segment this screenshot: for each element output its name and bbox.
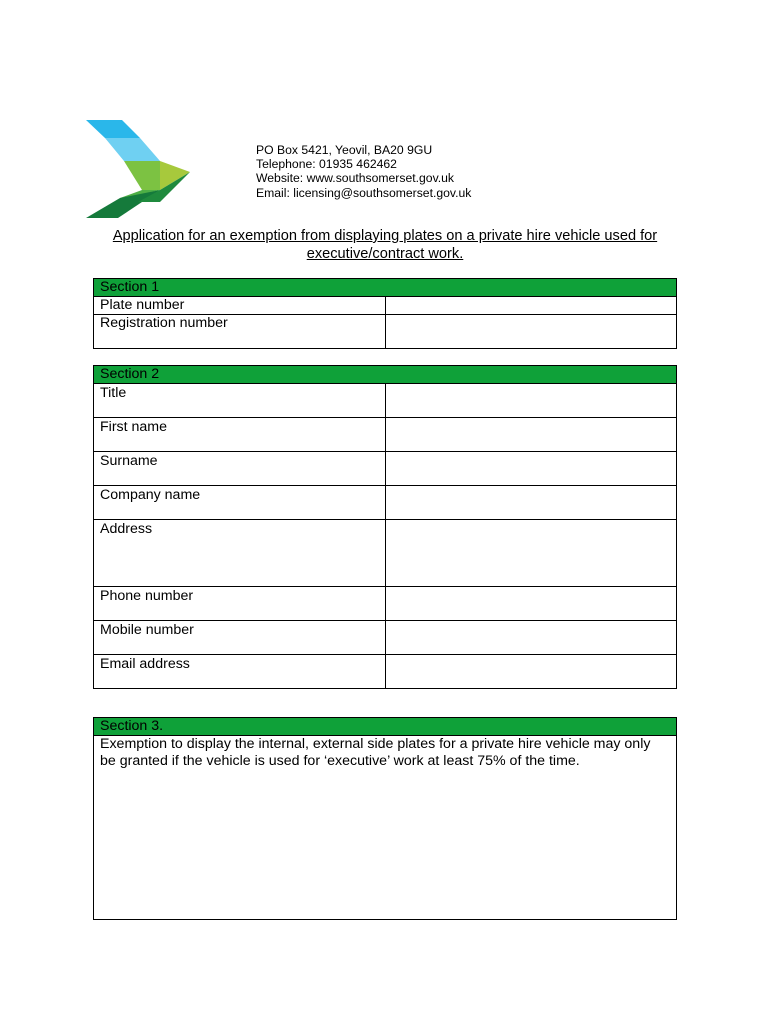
- contact-block: [256, 143, 471, 200]
- registration-number-label: Registration number: [94, 315, 386, 349]
- first-name-input[interactable]: [385, 418, 677, 452]
- surname-label: Surname: [94, 452, 386, 486]
- council-logo: [86, 120, 190, 218]
- phone-number-input[interactable]: [385, 587, 677, 621]
- company-name-input[interactable]: [385, 486, 677, 520]
- plate-number-label: Plate number: [94, 297, 386, 315]
- mobile-number-label: Mobile number: [94, 621, 386, 655]
- email-address-input[interactable]: [385, 655, 677, 689]
- section2-heading: Section 2: [94, 366, 677, 384]
- first-name-label: First name: [94, 418, 386, 452]
- title-input[interactable]: [385, 384, 677, 418]
- logo-pale-blue-triangle: [105, 138, 160, 161]
- section2-table: [93, 365, 677, 689]
- section1-table: [93, 278, 677, 349]
- logo-dark-green-triangle: [86, 190, 160, 218]
- logo-light-blue-triangle: [86, 120, 140, 138]
- form-title: [92, 227, 678, 263]
- address-input[interactable]: [385, 520, 677, 587]
- surname-input[interactable]: [385, 452, 677, 486]
- section3-statement: Exemption to display the internal, external side plates for a private hire vehicle may only be granted if the vehicle is used for ‘executive’ work at least 75% of the time.: [94, 736, 677, 920]
- section3-heading: Section 3.: [94, 718, 677, 736]
- section3-table: [93, 717, 677, 920]
- contact-email[interactable]: Email: licensing@southsomerset.gov.uk: [256, 185, 472, 200]
- contact-telephone: Telephone: 01935 462462: [256, 157, 397, 172]
- registration-number-input[interactable]: [385, 315, 677, 349]
- plate-number-input[interactable]: [385, 297, 677, 315]
- contact-address: PO Box 5421, Yeovil, BA20 9GU: [256, 143, 433, 157]
- phone-number-label: Phone number: [94, 587, 386, 621]
- title-label: Title: [94, 384, 386, 418]
- company-name-label: Company name: [94, 486, 386, 520]
- mobile-number-input[interactable]: [385, 621, 677, 655]
- address-label: Address: [94, 520, 386, 587]
- section1-heading: Section 1: [94, 279, 677, 297]
- form-title-line1: Application for an exemption from displaying plates on a private hire vehicle used for: [112, 228, 658, 244]
- email-address-label: Email address: [94, 655, 386, 689]
- form-title-line2: executive/contract work.: [306, 246, 464, 262]
- contact-website[interactable]: Website: www.southsomerset.gov.uk: [256, 171, 455, 186]
- logo-green-triangle: [124, 161, 160, 190]
